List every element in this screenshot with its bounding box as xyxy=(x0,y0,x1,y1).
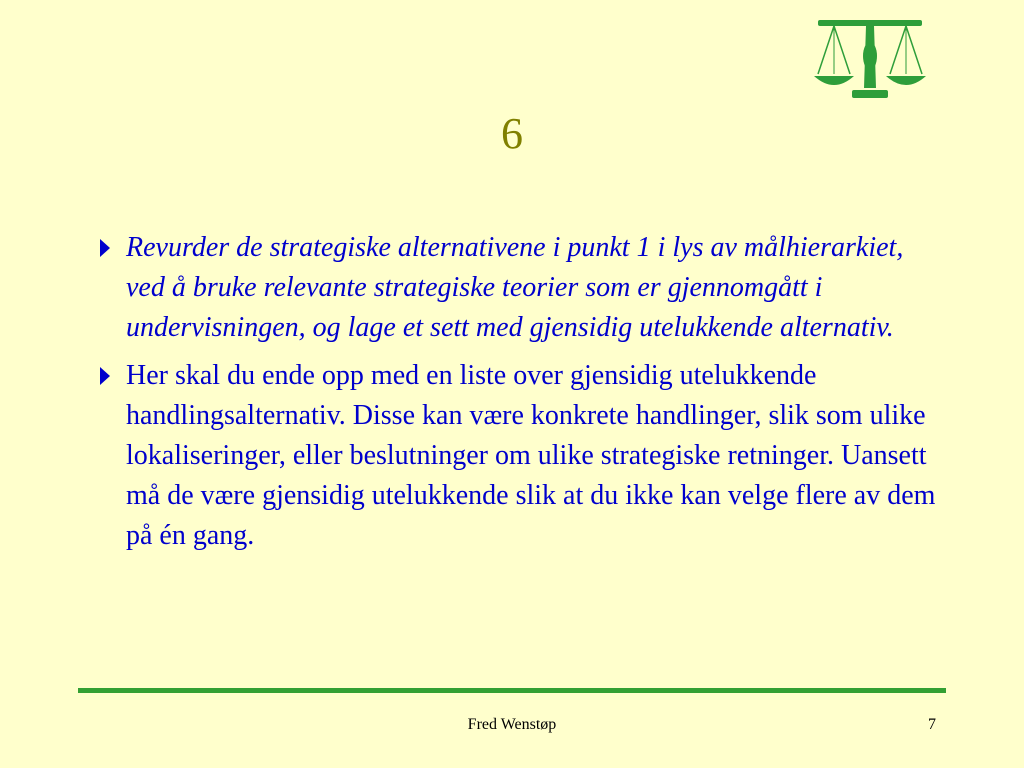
bullet-text: Her skal du ende opp med en liste over gjensidig utelukkende handlingsalternativ. Disse kan være konkrete handlinger, slik som ulike lokaliseringer, eller beslutninger om ulike strategiske retninger. Uansett må de være gjensidig utelukkende slik at du ikke kan velge flere av dem på én gang. xyxy=(126,360,936,551)
footer-author: Fred Wenstøp xyxy=(467,716,557,733)
triangle-bullet-icon xyxy=(100,239,110,257)
bullet-item xyxy=(98,228,938,348)
triangle-bullet-icon xyxy=(100,367,110,385)
slide-title: 6 xyxy=(501,109,523,158)
bullet-list xyxy=(98,228,938,564)
bullet-text: Revurder de strategiske alternativene i punkt 1 i lys av målhierarkiet, ved å bruke relevante strategiske teorier som er gjennomgått i undervisningen, og lage et sett med gjensidig utelukkende alternativ. xyxy=(126,232,904,343)
footer-divider xyxy=(78,688,946,693)
bullet-item xyxy=(98,356,938,556)
scales-logo-icon xyxy=(812,16,928,104)
page-number: 7 xyxy=(928,716,936,733)
